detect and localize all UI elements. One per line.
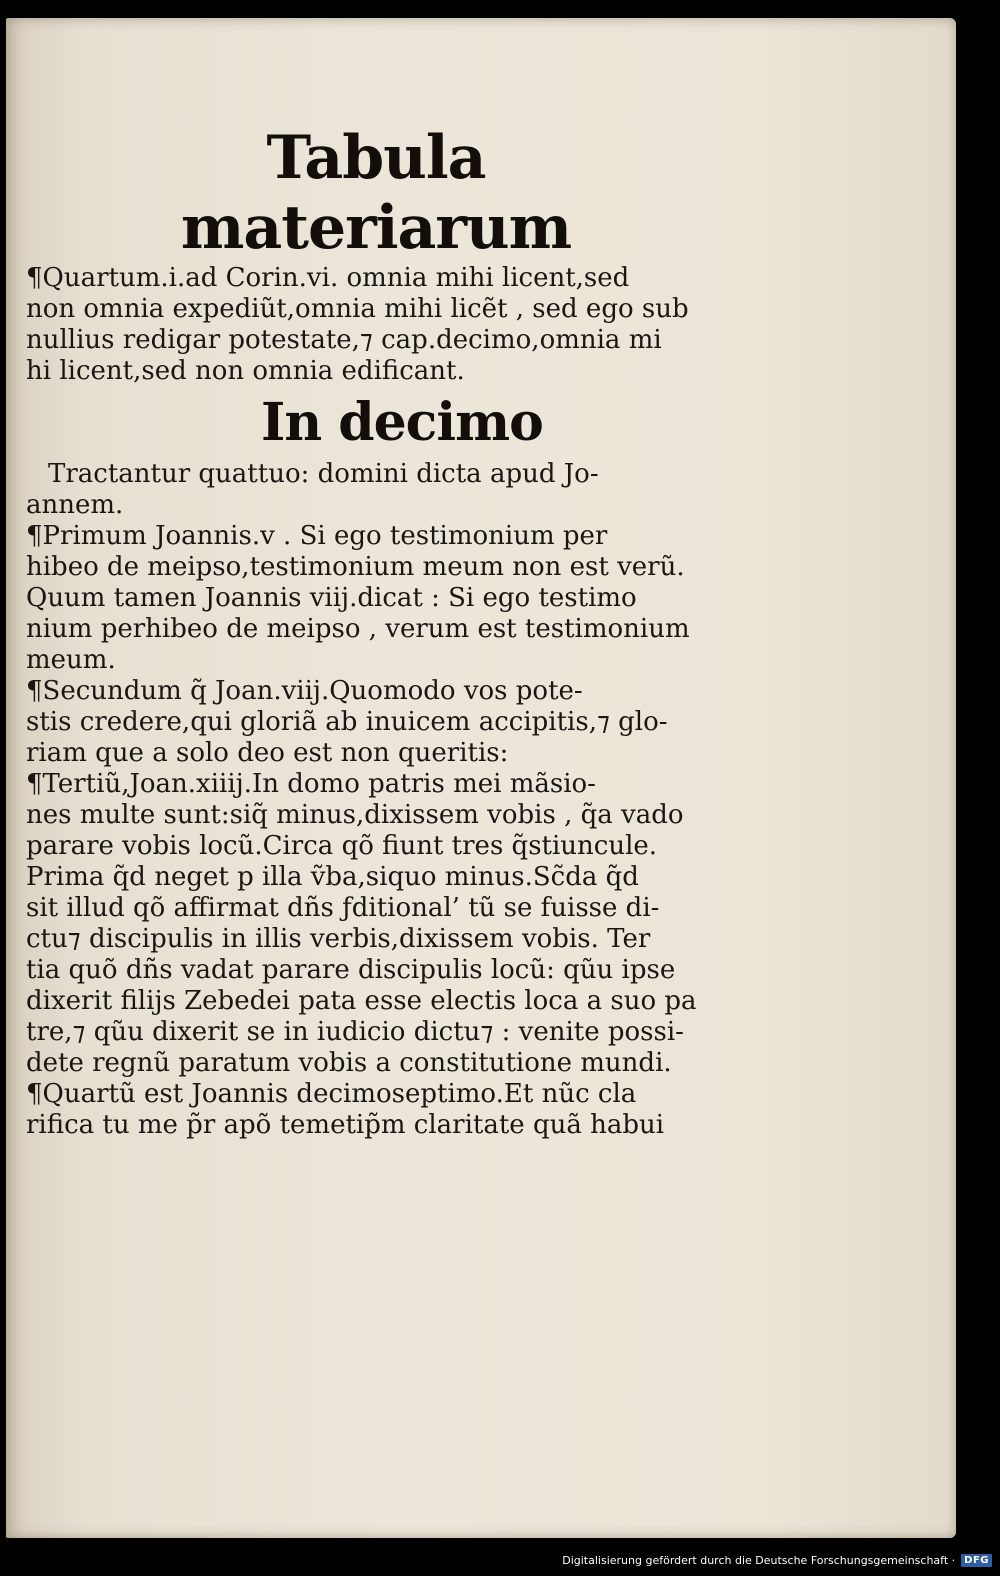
text-line: meum. xyxy=(26,645,116,675)
text-line: ctu⁊ discipulis in illis verbis,dixissem vobis. Ter xyxy=(26,924,651,954)
text-line: dete regnũ paratum vobis a constitutione mundi. xyxy=(26,1048,672,1078)
credit-text: Digitalisierung gefördert durch die Deutsche Forschungsgemeinschaft · xyxy=(562,1553,956,1567)
text-line: sit illud qõ affirmat dñs ƒditional’ tũ se fuisse di- xyxy=(26,893,660,923)
text-line: riam que a solo deo est non queritis: xyxy=(26,738,509,768)
section-heading: In decimo xyxy=(261,392,543,453)
text-line: nium perhibeo de meipso , verum est testimonium xyxy=(26,614,690,644)
tertium-paragraph xyxy=(26,769,726,1079)
text-line: ¶Quartũ est Joannis decimoseptimo.Et nũc cla xyxy=(26,1079,637,1109)
intro-paragraph xyxy=(26,263,726,387)
book-page xyxy=(6,18,956,1538)
text-line: Tractantur quattuo: domini dicta apud Jo- xyxy=(48,459,599,489)
page-text xyxy=(26,123,726,1141)
secundum-paragraph xyxy=(26,676,726,769)
text-line: nullius redigar potestate,⁊ cap.decimo,omnia mi xyxy=(26,325,662,355)
text-line: Quum tamen Joannis viij.dicat : Si ego testimo xyxy=(26,583,637,613)
text-line: tia quõ dñs vadat parare discipulis locũ: qũu ipse xyxy=(26,955,676,985)
page-title: Tabula materiarum xyxy=(180,123,572,263)
text-line: dixerit filijs Zebedei pata esse electis loca a suo pa xyxy=(26,986,697,1016)
text-line: hi licent,sed non omnia edificant. xyxy=(26,356,465,386)
text-line: non omnia expediũt,omnia mihi licẽt , sed ego sub xyxy=(26,294,689,324)
dfg-logo: DFG xyxy=(961,1554,992,1567)
text-line: hibeo de meipso,testimonium meum non est verũ. xyxy=(26,552,685,582)
text-line: rifica tu me p̃r apõ temetip̃m claritate quã habui xyxy=(26,1110,665,1140)
text-line: nes multe sunt:siq̃ minus,dixissem vobis , q̃a vado xyxy=(26,800,684,830)
tractantur-paragraph xyxy=(26,459,726,521)
text-line: parare vobis locũ.Circa qõ fiunt tres q̃stiuncule. xyxy=(26,831,658,861)
quartum-paragraph xyxy=(26,1079,726,1141)
text-line: Prima q̃d neget p illa ṽba,siquo minus.Sc̃da q̃d xyxy=(26,862,639,892)
digitization-credit xyxy=(562,1546,992,1574)
text-line: ¶Secundum q̃ Joan.viij.Quomodo vos pote- xyxy=(26,676,583,706)
text-line: ¶Tertiũ,Joan.xiiij.In domo patris mei mãsio- xyxy=(26,769,596,799)
text-line: stis credere,qui gloriã ab inuicem accipitis,⁊ glo- xyxy=(26,707,668,737)
text-line: annem. xyxy=(26,490,124,520)
text-line: tre,⁊ qũu dixerit se in iudicio dictu⁊ : venite possi- xyxy=(26,1017,684,1047)
text-line: ¶Primum Joannis.v . Si ego testimonium per xyxy=(26,521,608,551)
text-line: ¶Quartum.i.ad Corin.vi. omnia mihi licent,sed xyxy=(26,263,630,293)
primum-paragraph xyxy=(26,521,726,676)
